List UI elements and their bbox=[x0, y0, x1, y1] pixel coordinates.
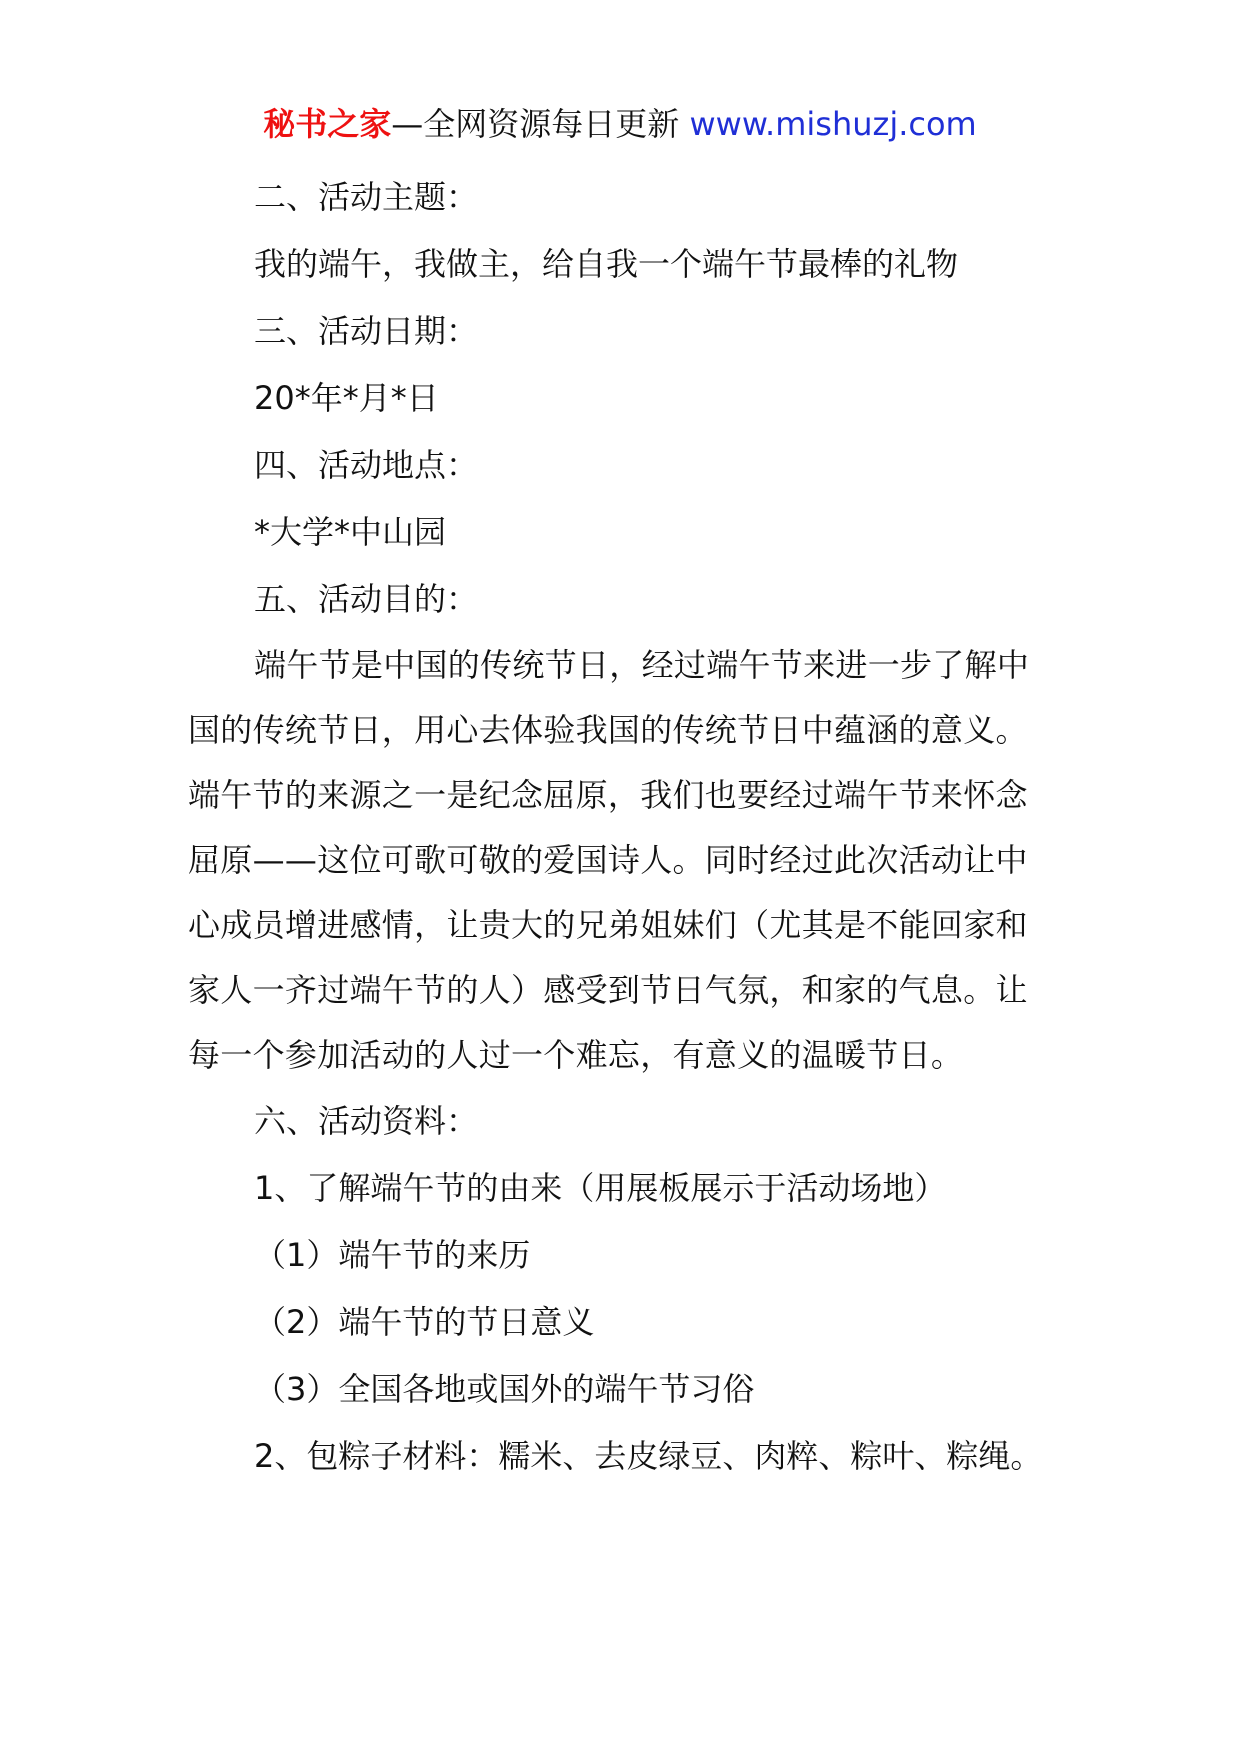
date-text: 20*年*月*日 bbox=[254, 379, 439, 417]
document-body bbox=[188, 164, 1068, 1490]
materials-subitem-2: （2）端午节的节日意义 bbox=[254, 1303, 595, 1341]
place-text: *大学*中山园 bbox=[254, 513, 447, 551]
place-heading: 四、活动地点： bbox=[254, 446, 479, 484]
page-header bbox=[0, 102, 1240, 146]
header-slogan: —全网资源每日更新 bbox=[391, 105, 680, 143]
materials-heading: 六、活动资料： bbox=[254, 1102, 479, 1140]
theme-text: 我的端午，我做主，给自我一个端午节最棒的礼物 bbox=[254, 245, 959, 283]
materials-subitem-3: （3）全国各地或国外的端午节习俗 bbox=[254, 1370, 755, 1408]
materials-subitem-1: （1）端午节的来历 bbox=[254, 1236, 531, 1274]
brand-name: 秘书之家 bbox=[263, 105, 392, 143]
theme-heading: 二、活动主题： bbox=[254, 178, 479, 216]
date-heading: 三、活动日期： bbox=[254, 312, 479, 350]
site-url: www.mishuzj.com bbox=[689, 105, 977, 143]
materials-item-1: 1、了解端午节的由来（用展板展示于活动场地） bbox=[254, 1169, 947, 1207]
purpose-heading: 五、活动目的： bbox=[254, 580, 479, 618]
materials-item-2: 2、包粽子材料：糯米、去皮绿豆、肉粹、粽叶、粽绳。 bbox=[254, 1437, 1043, 1475]
purpose-paragraph: 端午节是中国的传统节日，经过端午节来进一步了解中国的传统节日，用心去体验我国的传统节日中蕴涵的意义。端午节的来源之一是纪念屈原，我们也要经过端午节来怀念屈原——这位可歌可敬的爱国诗人。同时经过此次活动让中心成员增进感情，让贵大的兄弟姐妹们（尤其是不能回家和家人一齐过端午节的人）感受到节日气氛，和家的气息。让每一个参加活动的人过一个难忘，有意义的温暖节日。 bbox=[188, 646, 1030, 1074]
